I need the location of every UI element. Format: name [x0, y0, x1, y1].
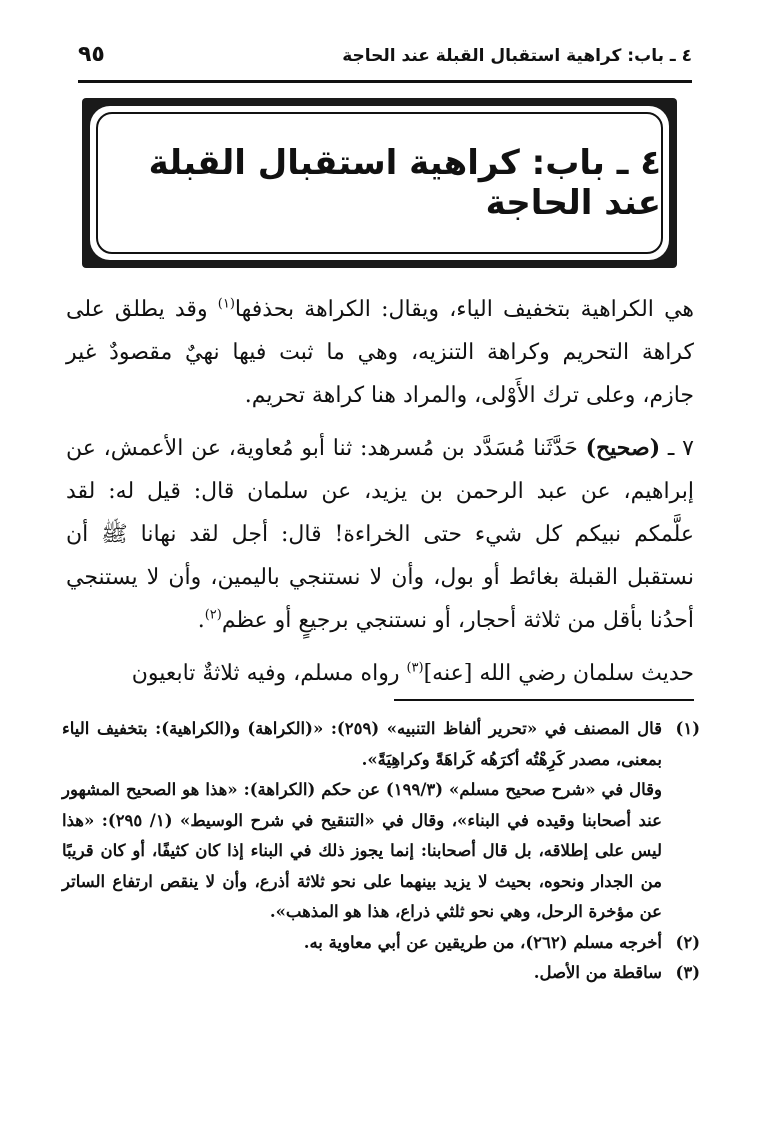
footnote-body [62, 714, 662, 928]
running-header [78, 42, 692, 78]
footnote-text: أخرجه مسلم (٢٦٢)، من طريقين عن أبي معاوية به. [303, 932, 662, 952]
footnote-text: وقال في «شرح صحيح مسلم» (١٩٩/٣) عن حكم (الكراهة): «هذا هو الصحيح المشهور عند أصحابنا وقيده في البناء»، وقال في «التنقيح في شرح الوسيط» (١/ ٢٩٥): «هذا ليس على إطلاقه، بل قال أصحابنا: إنما يجوز ذلك في البناء إذا كان كثيفًا، أو كان قريبًا من الجدار ونحوه، بحيث لا يزيد بينهما على نحو ثلاثة أذرع، وأن لا ينقص ارتفاع الساتر عن مؤخرة الرحل، وهي نحو ثلثي ذراع، هذا هو المذهب». [62, 780, 662, 921]
hadith-text-2: . [197, 608, 205, 633]
footnote-ref-2[interactable]: (٢) [204, 607, 222, 623]
commentary-paragraph [66, 652, 694, 695]
hadith-number: ٧ ـ [660, 436, 694, 461]
footnote-body [62, 928, 662, 959]
header-rule [78, 80, 692, 83]
chapter-title-box [96, 112, 663, 254]
chapter-title-frame [82, 98, 677, 268]
intro-text-2: وقد يطلق على كراهة التحريم وكراهة التنزيه، وهي ما ثبت فيها نهيٌ مقصودٌ غير جازم، وعلى ترك الأَوْلى، والمراد هنا كراهة تحريم. [66, 297, 694, 408]
footnote-2 [62, 928, 700, 959]
intro-paragraph [66, 288, 694, 417]
running-title: ٤ ـ باب: كراهية استقبال القبلة عند الحاجة [342, 46, 692, 66]
footnote-number: (٣) [675, 963, 700, 982]
footnote-3 [62, 958, 700, 989]
hadith-text-1: حَدَّثَنا مُسَدَّد بن مُسرهد: ثنا أبو مُعاوية، عن الأعمش، عن إبراهيم، عن عبد الرحمن بن يزيد، عن سلمان قال: قيل له: لقد علَّمكم نبيكم كل شيء حتى الخراءة! قال: أجل لقد نهانا ﷺ أن نستقبل القبلة بغائط أو بول، وأن لا نستنجي باليمين، وأن لا يستنجي أحدُنا بأقل من ثلاثة أحجار، أو نستنجي برجيعٍ أو عظم [66, 436, 694, 633]
footnote-1 [62, 714, 700, 928]
footnote-body [62, 958, 662, 989]
footnote-number: (١) [675, 719, 700, 738]
footnote-separator [394, 699, 694, 701]
intro-text-1: هي الكراهية بتخفيف الياء، ويقال: الكراهة بحذفها [234, 297, 695, 322]
footnote-ref-3[interactable]: (٣) [406, 660, 424, 676]
footnote-text: قال المصنف في «تحرير ألفاظ التنبيه» (٢٥٩): «(الكراهة) و(الكراهية): بتخفيف الياء بمعنى، مصدر كَرِهْتُه أكرَهُه كَراهَةً وكراهِيَةً». [62, 719, 662, 769]
footnote-text: ساقطة من الأصل. [533, 963, 662, 982]
footnote-number: (٢) [675, 932, 700, 952]
footnotes [62, 714, 700, 989]
page-number: ٩٥ [78, 42, 105, 67]
chapter-title-frame-gap [90, 106, 669, 260]
main-text [66, 288, 694, 695]
chapter-title: ٤ ـ باب: كراهية استقبال القبلة عند الحاجة [148, 143, 661, 223]
footnote-ref-1[interactable]: (١) [217, 296, 235, 312]
hadith-grade: (صحيح) [585, 435, 661, 461]
commentary-text-1: حديث سلمان رضي الله [عنه] [423, 661, 694, 686]
hadith-paragraph [66, 427, 694, 642]
commentary-text-2: رواه مسلم، وفيه ثلاثةٌ تابعيون [131, 661, 407, 686]
